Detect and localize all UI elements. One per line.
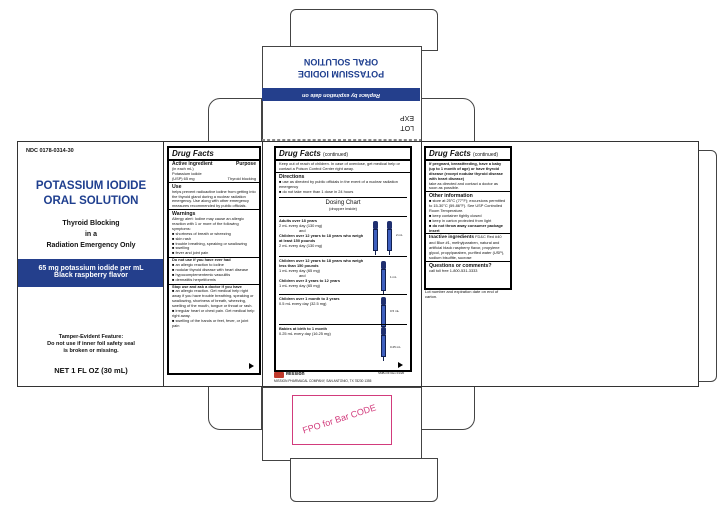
continue-arrow-icon — [249, 363, 254, 369]
ndc-code: NDC 0178-0314-30 — [26, 148, 74, 154]
top-glue-flap — [290, 9, 438, 51]
directions-head: Directions — [276, 172, 410, 180]
drug-facts-title: Drug Facts (continued) — [276, 148, 410, 161]
dosing-chart-title: Dosing Chart — [325, 200, 361, 207]
stop-item: ■ irregular heart or chest pain. Get medical help right away. — [172, 307, 255, 318]
bottom-glue-flap — [290, 458, 438, 502]
expiration-bar: Replace by expiration date on — [262, 88, 420, 101]
other-info-head: Other information — [426, 191, 510, 199]
top-left-dust-flap — [208, 98, 262, 142]
fpo-label: FPO for Bar CODE — [301, 402, 378, 436]
dropper-icon — [387, 221, 392, 255]
dose-group: Babies at birth to 1 month — [279, 326, 327, 332]
dosing-chart-sub: (dropper inside) — [328, 206, 357, 212]
lot-note: Lot number and expiration date on end of carton. — [425, 289, 499, 300]
carton-code: SMB-OF Rev 01/20 — [378, 371, 405, 375]
dose-row-3 — [279, 294, 407, 325]
questions-head: Questions or comments? — [426, 261, 510, 269]
dose-group: Children over 12 years to 18 years who weigh less than 150 pounds — [279, 258, 364, 269]
dropper-icon — [381, 261, 386, 295]
other-info-item: ■ do not throw away consumer package insert — [429, 222, 503, 233]
subtitle-3: Radiation Emergency Only — [46, 242, 136, 249]
dosing-chart — [279, 197, 407, 358]
use-head: Use — [169, 182, 259, 190]
donot-item: ■ an allergic reaction to iodine — [172, 262, 224, 267]
dose-amount: 2 mL every day (130 mg) — [279, 223, 323, 229]
strength-line-1: 65 mg potassium iodide per mL — [38, 265, 144, 272]
keep-out-text: Keep out of reach of children. In case of overdose, get medical help or contact a Poison Control Center right away. — [279, 161, 400, 171]
active-amount: (USP) 65 mg — [172, 175, 195, 181]
pregnancy-tail: take as directed and contact a doctor as soon as possible. — [429, 180, 498, 191]
drug-facts-box-2 — [274, 146, 412, 372]
drug-facts-title: Drug Facts (continued) — [426, 148, 510, 161]
dose-group: Children over 3 years to 12 years — [279, 277, 340, 283]
bottom-right-dust-flap — [421, 386, 475, 430]
subtitle-2: in a — [84, 231, 98, 238]
drug-facts-box-3 — [424, 146, 512, 290]
manufacturer-line: MISSION PHARMACAL COMPANY, SAN ANTONIO, TX 78230 1355 — [274, 379, 372, 383]
manufacturer-name: Mission — [286, 371, 305, 377]
dose-row-4 — [279, 324, 407, 359]
active-ingredient-label: Active ingredient — [172, 161, 213, 167]
dose-group: Children over 1 month to 3 years — [279, 296, 340, 302]
top-right-dust-flap — [421, 98, 475, 142]
inactive-head: Inactive ingredients — [429, 235, 475, 241]
allergy-item: ■ skin rash — [172, 235, 192, 241]
donot-item: ■ hypocomplementemic vasculitis — [172, 271, 231, 277]
net-contents: NET 1 FL OZ (30 mL) — [54, 366, 128, 375]
top-flap-title-2: ORAL SOLUTION — [303, 57, 379, 67]
dose-amount: 1 mL every day (65 mg) — [279, 282, 320, 288]
dropper-mark: 2 mL — [396, 233, 403, 238]
donot-item: ■ nodular thyroid disease with heart disease — [172, 266, 249, 272]
dropper-icon — [381, 327, 386, 361]
dose-group: Adults over 18 years — [279, 218, 318, 224]
dose-and: and — [299, 273, 306, 278]
other-info-item: ■ store at 25°C (77°F); excursions permitted to 15-30°C (59-86°F). See USP Controlled Room Temperature. — [429, 198, 506, 213]
tamper-line-3: is broken or missing. — [63, 348, 119, 354]
donot-item: ■ dermatitis herpetiformis — [172, 276, 216, 282]
other-info-item: ■ keep in carton protected from light — [429, 217, 492, 223]
strength-bar — [18, 259, 164, 287]
dose-amount: 0.25 mL every day (16.25 mg) — [279, 331, 331, 337]
stop-item: ■ an allergic reaction. Get medical help right away if you have trouble breathing, speaking or swallowing, shortness of breath, wheezing, swelling of the mouth, tongue or throat or rash. — [172, 288, 254, 308]
warnings-head: Warnings — [169, 209, 259, 217]
allergy-text: Allergy alert: Iodine may cause an allergic reaction with 1 or more of the following symptoms: — [172, 216, 245, 231]
tamper-line-1: Tamper-Evident Feature: — [58, 334, 124, 340]
top-flap-print — [262, 50, 420, 135]
bottom-left-dust-flap — [208, 386, 262, 430]
drug-facts-title: Drug Facts — [169, 148, 259, 161]
stop-head: Stop use and ask a doctor if you have — [169, 284, 259, 290]
directions-item: ■ do not take more than 1 dose in 24 hours — [279, 188, 354, 194]
other-info-item: ■ keep container tightly closed — [429, 212, 482, 218]
mission-logo — [274, 372, 284, 378]
allergy-item: ■ shortness of breath or wheezing — [172, 230, 231, 236]
product-title-2: ORAL SOLUTION — [43, 195, 139, 207]
fpo-barcode-box — [292, 395, 392, 445]
pregnancy-text: If pregnant, breastfeeding, have a baby (up to 1 month of age) or have thyroid disease (except nodular thyroid disease with heart disease) — [429, 161, 503, 181]
dropper-mark: 1 mL — [390, 275, 397, 280]
subtitle-1: Thyroid Blocking — [62, 220, 120, 227]
dose-amount: 2 mL every day (130 mg) — [279, 242, 323, 248]
directions-item: ■ use as directed by public officials in the event of a nuclear radiation emergency — [279, 178, 398, 189]
dropper-mark: 0.25 mL — [390, 345, 401, 350]
continue-arrow-icon — [398, 362, 403, 368]
stop-item: ■ swelling of the hands or feet, fever, or joint pain — [172, 317, 249, 328]
drug-facts-box-1 — [167, 146, 261, 375]
active-name: Potassium iodide — [172, 170, 202, 176]
questions-text: call toll free 1-800-531-3333 — [429, 267, 478, 273]
dose-and: and — [299, 228, 306, 234]
tamper-line-2: Do not use if inner foil safety seal — [47, 341, 135, 347]
exp-label: EXP — [399, 114, 414, 121]
dropper-icon — [373, 221, 378, 255]
allergy-item: ■ trouble breathing, speaking or swallowing — [172, 240, 247, 246]
dose-amount: 0.5 mL every day (32.5 mg) — [279, 301, 327, 307]
use-text: helps prevent radioactive iodine from getting into the thyroid gland during a nuclear radiation emergency. Use along with other emergency measures recommended by public officials. — [172, 188, 256, 209]
inactive-text: FD&C Red #40 and Blue #1, methylparaben, natural and artificial black raspberry flavor, propylene glycol, propylparaben, purified water (USP), sodium bisulfite, sucrose — [429, 234, 505, 260]
allergy-item: ■ swelling — [172, 245, 190, 251]
dropper-mark: 0.5 mL — [390, 309, 400, 314]
dose-row-2 — [279, 256, 407, 295]
allergy-item: ■ fever and joint pain — [172, 250, 209, 256]
top-flap-title-1: POTASSIUM IODIDE — [297, 69, 385, 79]
dose-amount: 1 mL every day (65 mg) — [279, 268, 320, 274]
purpose-label: Purpose — [235, 161, 256, 167]
side-glue-tab — [697, 150, 717, 382]
purpose-value: Thyroid blocking — [227, 175, 256, 181]
donot-head: Do not use if you have ever had — [169, 257, 259, 263]
dose-group: Children over 12 years to 18 years who weigh at least 150 pounds — [279, 233, 364, 243]
dose-row-1 — [279, 216, 407, 257]
strength-line-2: Black raspberry flavor — [54, 272, 128, 279]
product-title-1: POTASSIUM IODIDE — [35, 180, 147, 192]
active-sub: (in each mL) — [172, 166, 194, 171]
lot-label: LOT — [400, 124, 414, 131]
front-panel — [17, 141, 165, 387]
